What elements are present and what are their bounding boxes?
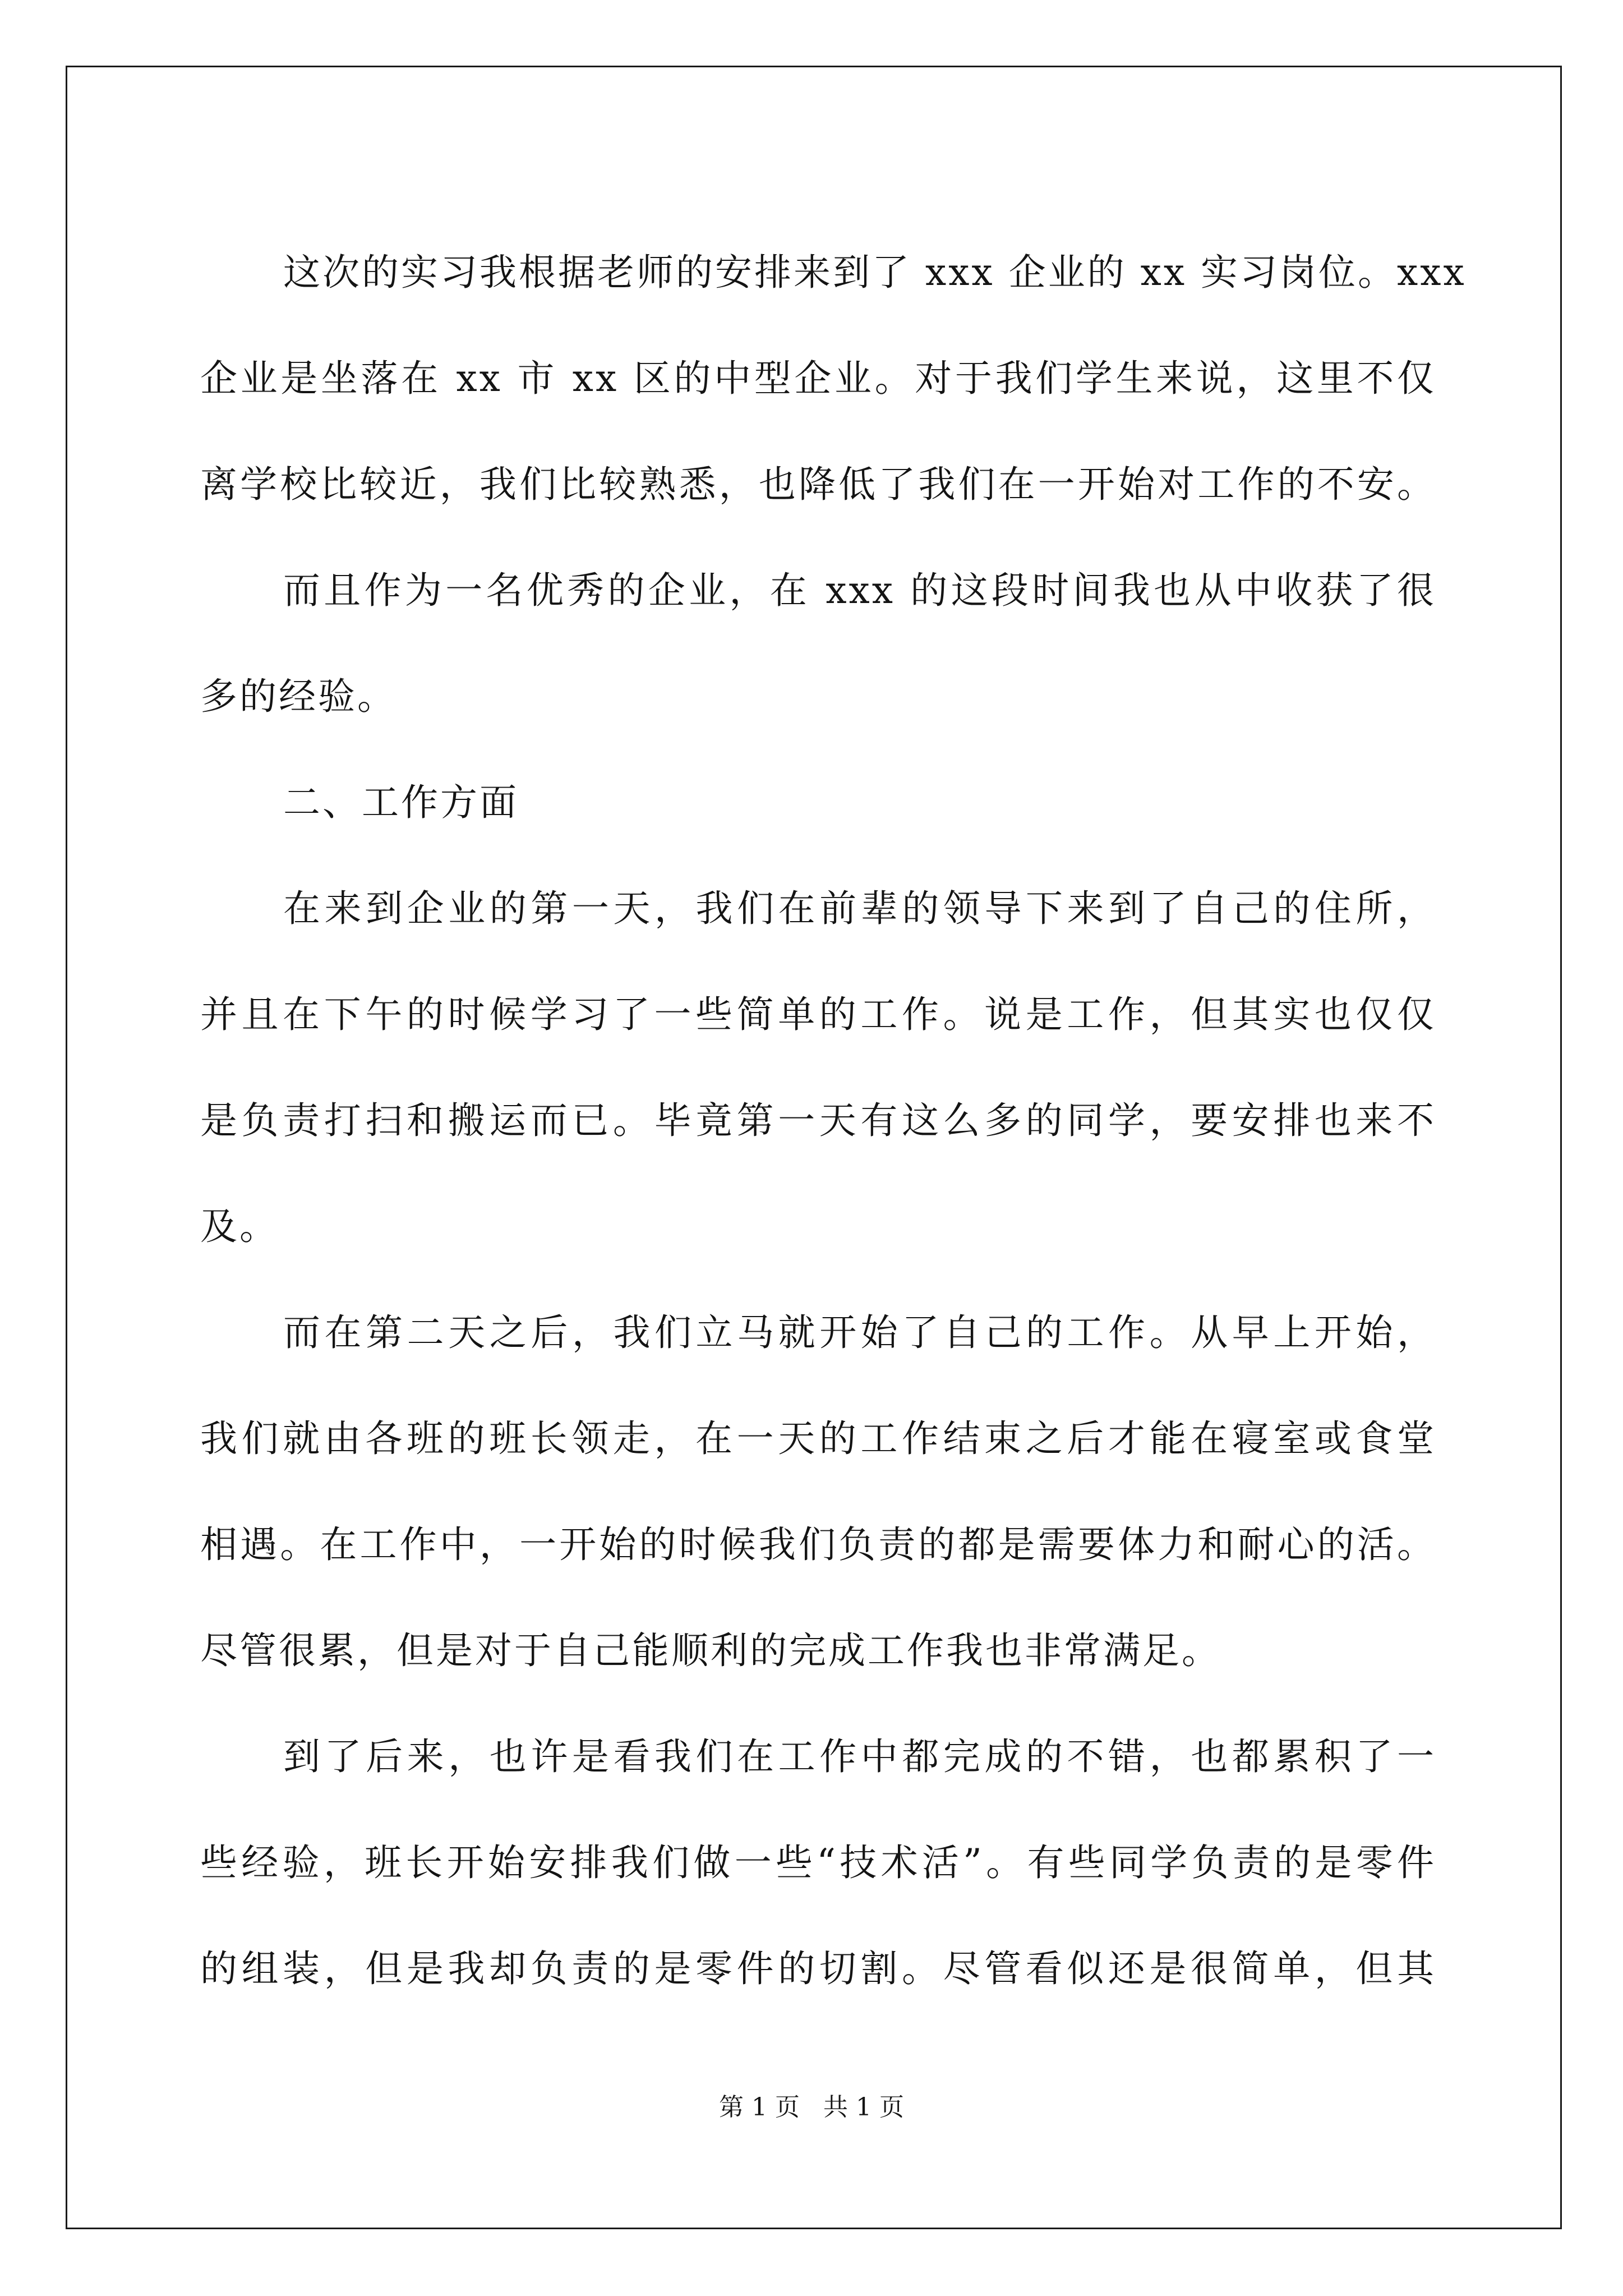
text-line: 在来到企业的第一天，我们在前辈的领导下来到了自己的住所，: [283, 887, 1436, 930]
text-line: 尽管很累，但是对于自己能顺利的完成工作我也非常满足。: [200, 1629, 1221, 1672]
text-line: 到了后来，也许是看我们在工作中都完成的不错，也都累积了一: [283, 1735, 1436, 1778]
text-line: 多的经验。: [200, 675, 396, 718]
text-line: 二、工作方面: [283, 781, 519, 824]
document-body: [200, 219, 1467, 2022]
text-line: 及。: [200, 1205, 279, 1248]
text-line: 企业是坐落在 xx 市 xx 区的中型企业。对于我们学生来说，这里不仅: [200, 357, 1436, 400]
text-line: 是负责打扫和搬运而已。毕竟第一天有这么多的同学，要安排也来不: [200, 1099, 1436, 1142]
text-line: 并且在下午的时候学习了一些简单的工作。说是工作，但其实也仅仅: [200, 993, 1436, 1036]
text-line: 我们就由各班的班长领走，在一天的工作结束之后才能在寝室或食堂: [200, 1417, 1436, 1460]
text-line: 些经验，班长开始安排我们做一些“技术活”。有些同学负责的是零件: [200, 1841, 1436, 1884]
text-line: 而且作为一名优秀的企业，在 xxx 的这段时间我也从中收获了很: [283, 569, 1436, 612]
text-line: 相遇。在工作中，一开始的时候我们负责的都是需要体力和耐心的活。: [200, 1523, 1436, 1566]
text-line: 而在第二天之后，我们立马就开始了自己的工作。从早上开始，: [283, 1311, 1436, 1354]
text-line: 离学校比较近，我们比较熟悉，也降低了我们在一开始对工作的不安。: [200, 463, 1436, 506]
text-line: 这次的实习我根据老师的安排来到了 xxx 企业的 xx 实习岗位。xxx: [283, 251, 1467, 294]
page-footer: 第 1 页 共 1 页: [719, 2093, 904, 2122]
text-line: 的组装，但是我却负责的是零件的切割。尽管看似还是很简单，但其: [200, 1947, 1436, 1990]
